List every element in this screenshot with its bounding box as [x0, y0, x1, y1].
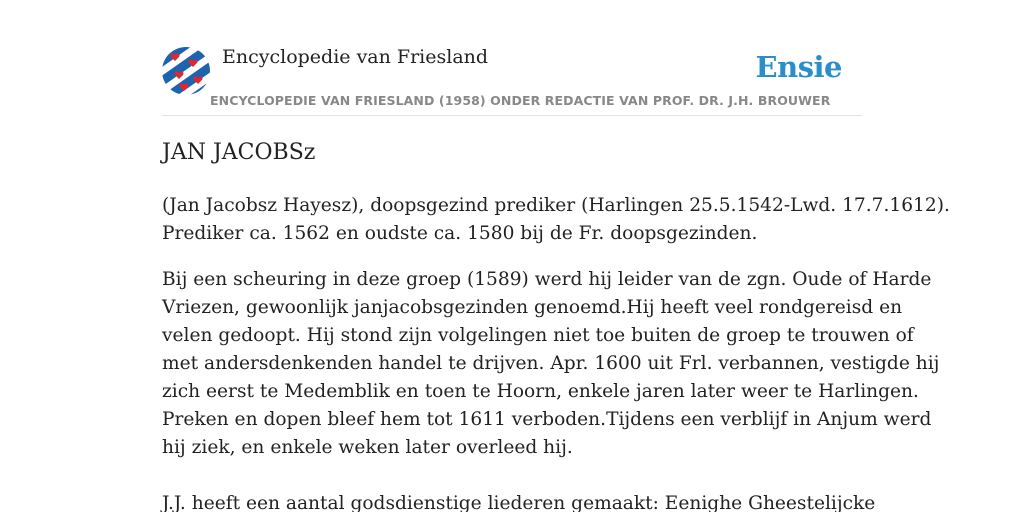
article-title: JAN JACOBSz	[162, 140, 316, 165]
site-title[interactable]: Encyclopedie van Friesland	[222, 46, 489, 68]
article-paragraph	[162, 266, 940, 462]
article-paragraph	[162, 490, 876, 512]
paragraph-line: Prediker ca. 1562 en oudste ca. 1580 bij de Fr. doopsgezinden.	[162, 223, 758, 244]
ensie-brand-logo[interactable]: Ensie	[755, 50, 842, 84]
frisian-flag-logo-icon[interactable]	[162, 47, 210, 95]
paragraph-line: (Jan Jacobsz Hayesz), doopsgezind prediker (Harlingen 25.5.1542-Lwd. 17.7.1612).	[162, 195, 950, 216]
article-paragraph	[162, 192, 950, 248]
encyclopedia-subtitle: ENCYCLOPEDIE VAN FRIESLAND (1958) ONDER REDACTIE VAN PROF. DR. J.H. BROUWER	[210, 93, 831, 108]
paragraph-line: hij ziek, en enkele weken later overleed hij.	[162, 437, 573, 458]
paragraph-line: velen gedoopt. Hij stond zijn volgelingen niet toe buiten de groep te trouwen of	[162, 325, 914, 346]
paragraph-line: Bij een scheuring in deze groep (1589) werd hij leider van de zgn. Oude of Harde	[162, 269, 932, 290]
paragraph-line: zich eerst te Medemblik en toen te Hoorn, enkele jaren later weer te Harlingen.	[162, 381, 919, 402]
site-header	[162, 0, 862, 116]
paragraph-line: Vriezen, gewoonlijk janjacobsgezinden genoemd.Hij heeft veel rondgereisd en	[162, 297, 903, 318]
paragraph-line: J.J. heeft een aantal godsdienstige liederen gemaakt: Eenighe Gheestelijcke	[162, 493, 876, 512]
paragraph-line: Preken en dopen bleef hem tot 1611 verboden.Tijdens een verblijf in Anjum werd	[162, 409, 932, 430]
paragraph-line: met andersdenkenden handel te drijven. Apr. 1600 uit Frl. verbannen, vestigde hij	[162, 353, 940, 374]
page	[162, 0, 950, 512]
